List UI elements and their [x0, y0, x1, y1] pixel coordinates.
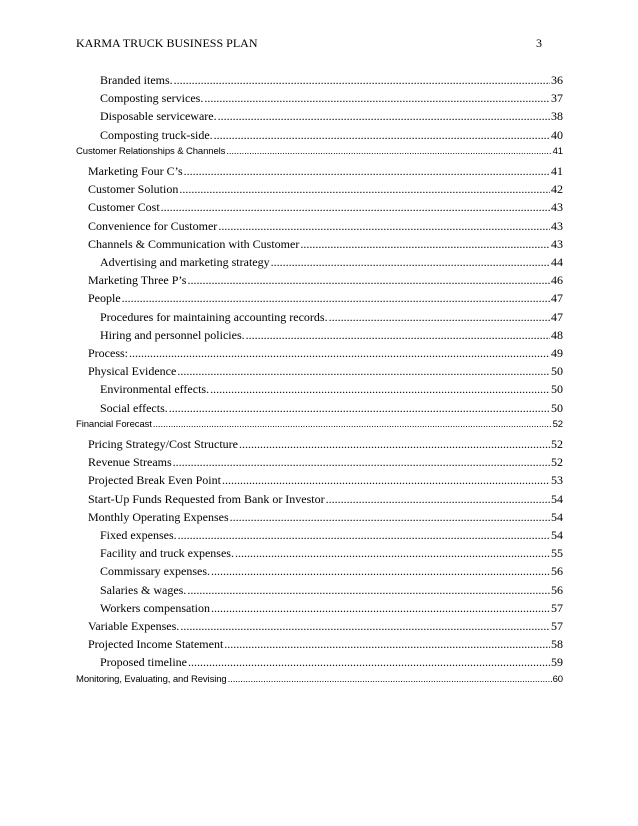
toc-entry[interactable] — [0, 419, 638, 437]
toc-entry-row — [88, 182, 563, 197]
toc-entry-row — [88, 219, 563, 234]
toc-entry-row — [100, 255, 563, 270]
dot-leader — [187, 583, 550, 598]
toc-entry-label: Projected Income Statement — [88, 637, 224, 652]
toc-entry-label: Variable Expenses. — [88, 619, 180, 633]
toc-entry-row — [88, 619, 563, 634]
toc-entry-label: Physical Evidence — [88, 364, 177, 379]
dot-leader — [230, 510, 550, 525]
toc-entry[interactable] — [0, 564, 638, 582]
running-header — [76, 36, 542, 52]
toc-entry-row — [100, 601, 563, 616]
dot-leader — [214, 128, 550, 143]
toc-entry[interactable] — [0, 219, 638, 237]
toc-entry-row — [100, 128, 563, 143]
dot-leader — [169, 401, 550, 416]
toc-entry-row — [88, 364, 563, 379]
dot-leader — [329, 310, 550, 325]
toc-entry-page-number: 54 — [551, 509, 563, 524]
toc-entry-row — [88, 346, 563, 361]
toc-entry[interactable] — [0, 310, 638, 328]
dot-leader — [218, 109, 550, 124]
toc-entry[interactable] — [0, 619, 638, 637]
toc-entry-page-number: 50 — [551, 364, 563, 379]
toc-entry-page-number: 50 — [551, 382, 563, 397]
toc-entry-label: Customer Relationships & Channels — [76, 145, 226, 157]
toc-entry-row — [76, 146, 563, 157]
toc-entry-page-number: 54 — [551, 528, 563, 542]
toc-entry-row — [88, 164, 563, 179]
toc-entry[interactable] — [0, 455, 638, 473]
toc-entry[interactable] — [0, 146, 638, 164]
dot-leader — [211, 564, 550, 579]
toc-entry-label: Projected Break Even Point — [88, 473, 221, 488]
dot-leader — [174, 73, 550, 88]
dot-leader — [326, 492, 550, 507]
toc-entry[interactable] — [0, 528, 638, 546]
toc-entry-page-number: 47 — [551, 309, 563, 324]
dot-leader — [173, 455, 550, 470]
toc-entry-row — [100, 382, 563, 397]
toc-entry-label: Disposable serviceware. — [100, 109, 217, 124]
toc-entry-page-number: 43 — [551, 218, 563, 233]
dot-leader — [153, 419, 552, 430]
toc-entry-page-number: 49 — [551, 346, 563, 360]
toc-entry-page-number: 48 — [551, 327, 563, 342]
toc-entry-label: Monthly Operating Expenses — [88, 509, 229, 524]
toc-entry-page-number: 52 — [551, 437, 563, 451]
toc-entry-row — [88, 492, 563, 507]
toc-entry[interactable] — [0, 237, 638, 255]
dot-leader — [177, 364, 550, 379]
toc-entry-page-number: 44 — [551, 255, 563, 269]
toc-entry-label: Pricing Strategy/Cost Structure — [88, 437, 238, 451]
toc-entry-label: Customer Cost — [88, 200, 160, 215]
dot-leader — [188, 655, 550, 670]
toc-entry[interactable] — [0, 510, 638, 528]
toc-entry-row — [100, 328, 563, 343]
toc-entry-row — [88, 437, 563, 452]
dot-leader — [187, 273, 550, 288]
dot-leader — [211, 601, 550, 616]
toc-entry-label: Start-Up Funds Requested from Bank or Investor — [88, 491, 325, 506]
toc-entry-page-number: 50 — [551, 400, 563, 415]
dot-leader — [178, 528, 550, 543]
toc-entry[interactable] — [0, 655, 638, 673]
dot-leader — [180, 619, 550, 634]
toc-entry-label: Salaries & wages. — [100, 582, 187, 597]
toc-entry-label: Hiring and personnel policies. — [100, 327, 245, 342]
toc-entry-label: Channels & Communication with Customer — [88, 236, 300, 251]
toc-entry[interactable] — [0, 583, 638, 601]
toc-entry-label: Proposed timeline — [100, 655, 187, 670]
toc-entry[interactable] — [0, 109, 638, 127]
toc-entry-row — [88, 291, 563, 306]
dot-leader — [246, 328, 550, 343]
toc-entry[interactable] — [0, 437, 638, 455]
toc-entry-page-number: 46 — [551, 273, 563, 288]
dot-leader — [161, 200, 550, 215]
toc-entry-label: Workers compensation — [100, 600, 211, 615]
dot-leader — [122, 291, 550, 306]
toc-entry-label: Social effects. — [100, 400, 168, 415]
toc-entry-page-number: 43 — [551, 236, 563, 251]
toc-entry-row — [100, 546, 563, 561]
toc-entry-page-number: 52 — [551, 455, 563, 470]
toc-entry-page-number: 38 — [551, 109, 563, 124]
toc-entry-page-number: 40 — [551, 127, 563, 142]
toc-entry-label: Convenience for Customer — [88, 218, 218, 233]
toc-entry-row — [76, 674, 563, 685]
toc-entry-page-number: 55 — [551, 546, 563, 561]
toc-entry-page-number: 56 — [551, 564, 563, 579]
header-page-number: 3 — [536, 36, 542, 50]
toc-entry-label: Financial Forecast — [76, 418, 152, 430]
toc-entry-label: Revenue Streams — [88, 455, 172, 470]
toc-entry-row — [88, 200, 563, 215]
toc-entry-label: People — [88, 291, 121, 306]
dot-leader — [228, 674, 552, 685]
toc-entry[interactable] — [0, 546, 638, 564]
toc-entry-label: Facility and truck expenses. — [100, 546, 234, 561]
toc-entry[interactable] — [0, 273, 638, 291]
toc-entry-page-number: 53 — [551, 473, 563, 488]
toc-entry[interactable] — [0, 200, 638, 218]
toc-entry[interactable] — [0, 164, 638, 182]
toc-entry-page-number: 56 — [551, 582, 563, 597]
dot-leader — [239, 437, 550, 452]
toc-entry-row — [88, 237, 563, 252]
toc-entry[interactable] — [0, 382, 638, 400]
toc-entry[interactable] — [0, 674, 638, 692]
toc-entry-row — [100, 655, 563, 670]
toc-entry-label: Composting truck-side. — [100, 127, 213, 142]
toc-entry-page-number: 60 — [552, 673, 563, 685]
toc-entry-page-number: 57 — [551, 619, 563, 633]
dot-leader — [210, 382, 550, 397]
dot-leader — [224, 637, 550, 652]
dot-leader — [235, 546, 550, 561]
toc-entry-page-number: 59 — [551, 655, 563, 670]
dot-leader — [222, 473, 550, 488]
toc-entry-page-number: 47 — [551, 291, 563, 306]
toc-entry-label: Process: — [88, 346, 128, 360]
toc-entry-label: Composting services. — [100, 91, 204, 106]
toc-entry-page-number: 43 — [551, 200, 563, 215]
toc-entry[interactable] — [0, 473, 638, 491]
dot-leader — [271, 255, 550, 270]
toc-entry-row — [88, 510, 563, 525]
dot-leader — [226, 146, 551, 157]
dot-leader — [218, 219, 550, 234]
toc-entry-page-number: 37 — [551, 91, 563, 106]
toc-entry-row — [100, 73, 563, 88]
dot-leader — [184, 164, 550, 179]
toc-entry-row — [88, 637, 563, 652]
toc-entry-page-number: 52 — [552, 418, 563, 430]
toc-entry-label: Advertising and marketing strategy — [100, 255, 270, 269]
toc-entry-label: Marketing Four C’s — [88, 164, 183, 178]
toc-entry[interactable] — [0, 364, 638, 382]
toc-entry[interactable] — [0, 492, 638, 510]
dot-leader — [179, 182, 550, 197]
toc-entry-label: Procedures for maintaining accounting records. — [100, 309, 328, 324]
toc-entry[interactable] — [0, 637, 638, 655]
toc-entry-row — [100, 91, 563, 106]
toc-entry-row — [88, 455, 563, 470]
toc-entry-label: Monitoring, Evaluating, and Revising — [76, 673, 227, 685]
toc-entry-row — [100, 528, 563, 543]
toc-entry-row — [100, 564, 563, 579]
toc-entry-page-number: 57 — [551, 600, 563, 615]
toc-entry[interactable] — [0, 182, 638, 200]
toc-entry-row — [76, 419, 563, 430]
toc-entry-row — [100, 109, 563, 124]
toc-entry[interactable] — [0, 91, 638, 109]
dot-leader — [129, 346, 550, 361]
dot-leader — [204, 91, 550, 106]
toc-entry[interactable] — [0, 346, 638, 364]
toc-entry-row — [100, 401, 563, 416]
toc-entry-page-number: 42 — [551, 182, 563, 197]
toc-entry[interactable] — [0, 128, 638, 146]
toc-entry-page-number: 36 — [551, 73, 563, 87]
toc-entry-label: Commissary expenses. — [100, 564, 210, 579]
toc-entry-page-number: 54 — [551, 491, 563, 506]
toc-entry-page-number: 41 — [551, 164, 563, 178]
toc-entry-row — [88, 473, 563, 488]
toc-entry[interactable] — [0, 73, 638, 91]
toc-entry-row — [100, 310, 563, 325]
toc-entry-label: Branded items. — [100, 73, 173, 87]
toc-entry-row — [88, 273, 563, 288]
toc-entry-label: Marketing Three P’s — [88, 273, 187, 288]
toc-entry[interactable] — [0, 601, 638, 619]
toc-entry[interactable] — [0, 328, 638, 346]
toc-entry-row — [100, 583, 563, 598]
toc-entry-label: Fixed expenses. — [100, 528, 177, 542]
toc-entry[interactable] — [0, 255, 638, 273]
dot-leader — [300, 237, 550, 252]
toc-entry[interactable] — [0, 291, 638, 309]
toc-entry[interactable] — [0, 401, 638, 419]
toc-entry-label: Environmental effects. — [100, 382, 210, 397]
toc-entry-page-number: 41 — [552, 145, 563, 157]
header-title: KARMA TRUCK BUSINESS PLAN — [76, 36, 258, 50]
toc-entry-label: Customer Solution — [88, 182, 179, 197]
toc-entry-page-number: 58 — [551, 637, 563, 652]
